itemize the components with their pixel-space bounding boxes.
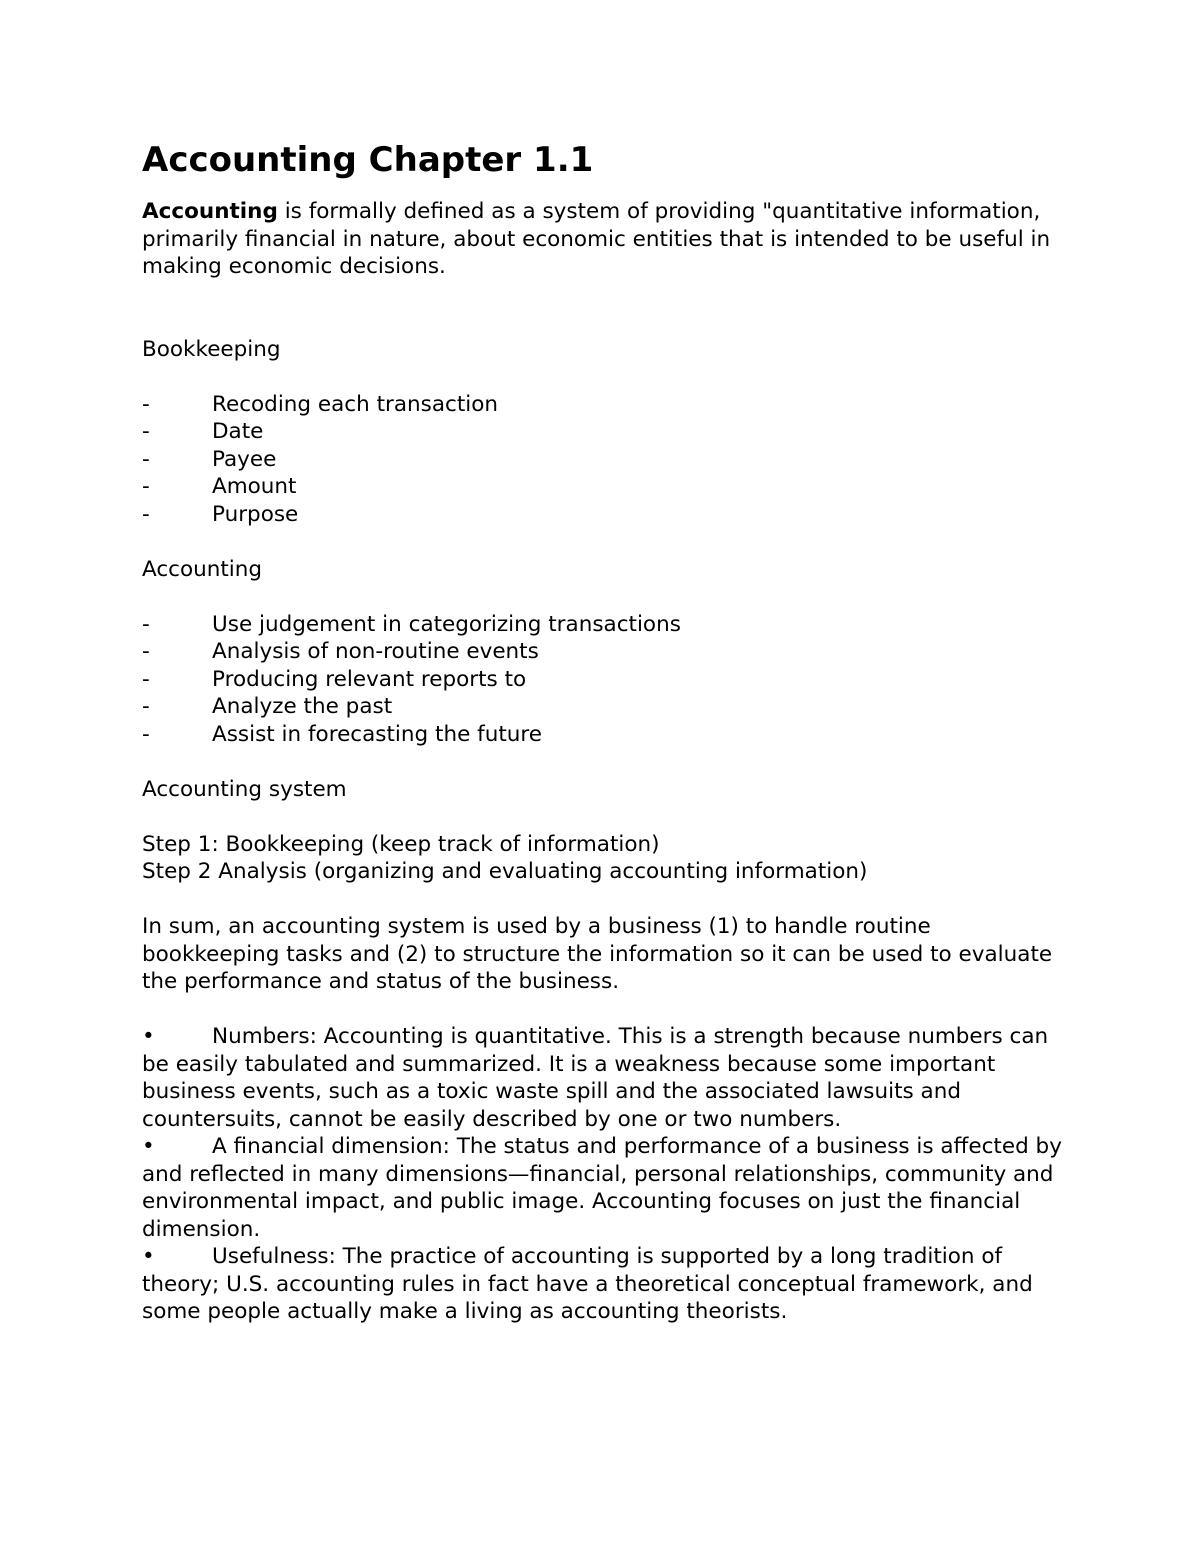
list-item-text: Recoding each transaction <box>212 391 499 417</box>
list-item-text: Date <box>212 419 264 444</box>
page-title: Accounting Chapter 1.1 <box>142 140 594 180</box>
definition-term: Accounting <box>142 199 278 224</box>
list-item-text: Purpose <box>212 501 299 527</box>
list-item-text: Analysis of non-routine events <box>212 639 539 664</box>
dash-marker: - <box>142 721 150 747</box>
dash-marker: - <box>142 694 150 719</box>
definition-paragraph <box>142 198 1072 281</box>
dash-marker: - <box>142 419 150 444</box>
dash-marker: - <box>142 474 150 499</box>
accounting-list <box>142 611 1072 749</box>
dash-marker: - <box>142 611 150 637</box>
list-item <box>142 391 1072 419</box>
definition-text: is formally defined as a system of providing "quantitative information, primarily financial in nature, about economic entities that is intended to be useful in making economic decisions. <box>142 199 1051 279</box>
bullet-marker: • <box>142 1244 155 1269</box>
list-item-text: Payee <box>212 446 277 472</box>
list-item-text: Amount <box>212 474 297 499</box>
step-2-text: Step 2 Analysis (organizing and evaluating accounting information) <box>142 859 868 884</box>
list-item <box>142 666 1072 694</box>
bullet-text: A financial dimension: The status and performance of a business is affected by and reflected in many dimensions—financial, personal relationships, community and environmental impact, and public image. Accounting focuses on just the financial dimension. <box>142 1134 1062 1242</box>
bullet-text: Usefulness: The practice of accounting is supported by a long tradition of theory; U.S. accounting rules in fact have a theoretical conceptual framework, and some people actually make a living as accounting theorists. <box>142 1244 1033 1324</box>
bullet-paragraph <box>142 1133 1072 1243</box>
list-item-text: Analyze the past <box>212 694 393 719</box>
list-item <box>142 611 1072 639</box>
document-page <box>142 138 1072 1326</box>
dash-marker: - <box>142 639 150 664</box>
dash-marker: - <box>142 666 150 692</box>
bullet-list <box>142 1023 1072 1326</box>
list-item-text: Use judgement in categorizing transactions <box>212 611 681 637</box>
bullet-text: Numbers: Accounting is quantitative. This is a strength because numbers can be easily tabulated and summarized. It is a weakness because some important business events, such as a toxic waste spill and the associated lawsuits and countersuits, cannot be easily described by one or two numbers. <box>142 1024 1049 1132</box>
list-item <box>142 446 1072 474</box>
bookkeeping-list <box>142 391 1072 529</box>
bullet-marker: • <box>142 1024 155 1049</box>
list-item-text: Producing relevant reports to <box>212 666 527 692</box>
list-item <box>142 473 1072 501</box>
summary-paragraph: In sum, an accounting system is used by a business (1) to handle routine bookkeeping tasks and (2) to structure the information so it can be used to evaluate the performance and status of the business. <box>142 914 1053 994</box>
list-item <box>142 693 1072 721</box>
dash-marker: - <box>142 446 150 472</box>
dash-marker: - <box>142 391 150 417</box>
list-item <box>142 418 1072 446</box>
accounting-heading: Accounting <box>142 556 263 582</box>
step-1-text: Step 1: Bookkeeping (keep track of information) <box>142 831 660 857</box>
bullet-marker: • <box>142 1134 155 1159</box>
list-item-text: Assist in forecasting the future <box>212 721 542 747</box>
bullet-paragraph <box>142 1023 1072 1133</box>
accounting-system-heading: Accounting system <box>142 776 347 802</box>
list-item <box>142 721 1072 749</box>
bullet-paragraph <box>142 1243 1072 1326</box>
bookkeeping-heading: Bookkeeping <box>142 336 281 362</box>
list-item <box>142 638 1072 666</box>
list-item <box>142 501 1072 529</box>
dash-marker: - <box>142 501 150 527</box>
